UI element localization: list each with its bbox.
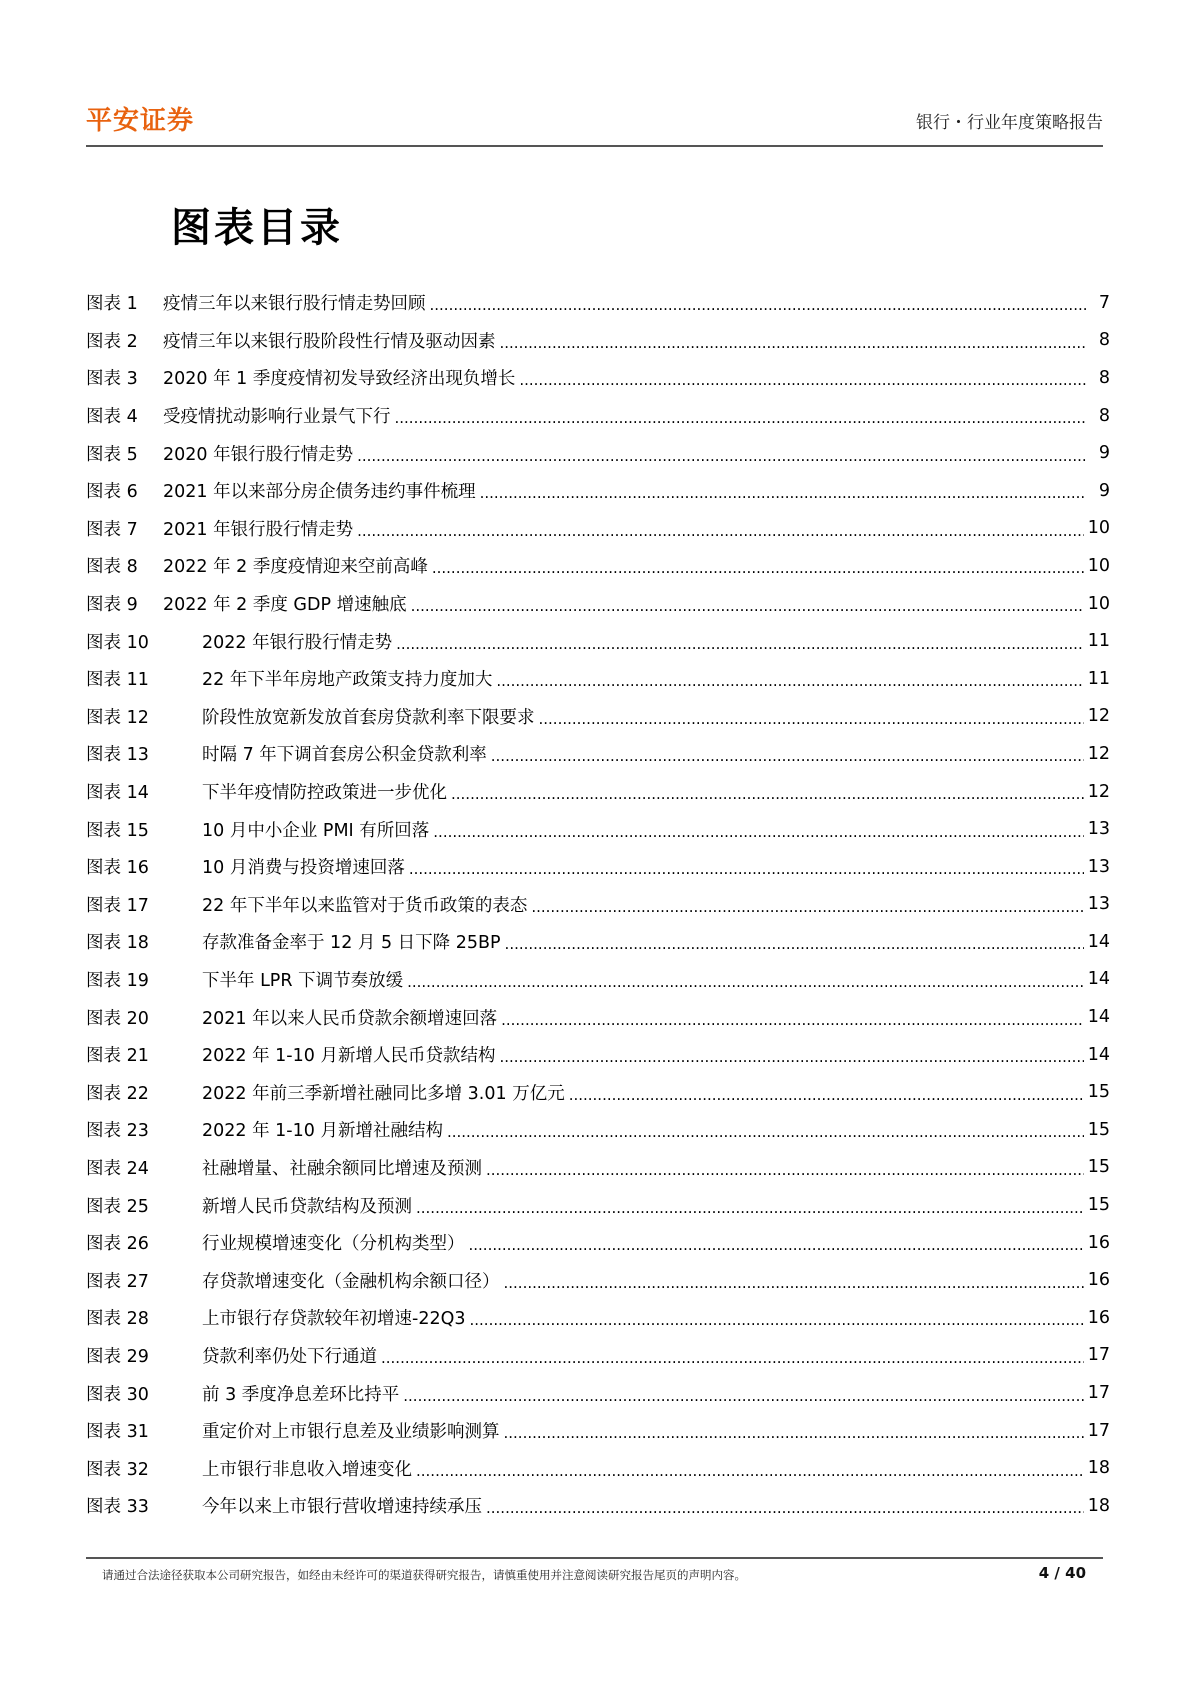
toc-entry[interactable] [86,1487,1110,1525]
toc-dot-leader [569,1088,1084,1103]
toc-dot-leader [470,1313,1084,1328]
toc-entry-label: 图表 29 [86,1346,149,1367]
toc-entry[interactable] [86,810,1110,848]
toc-entry-page[interactable]: 15 [1087,1119,1110,1140]
toc-entry-label: 图表 30 [86,1384,149,1405]
page-title: 图表目录 [171,205,343,251]
toc-entry-page[interactable]: 14 [1087,969,1110,990]
toc-entry-label: 图表 13 [86,745,149,766]
toc-entry-page[interactable]: 13 [1087,819,1110,840]
toc-entry[interactable] [86,1186,1110,1224]
toc-dot-leader [539,712,1084,727]
footer-divider [86,1557,1103,1559]
toc-entry[interactable] [86,998,1110,1036]
toc-entry-label: 图表 22 [86,1083,149,1104]
toc-list [86,284,1110,1525]
toc-entry-title[interactable]: 2021 年以来部分房企债务违约事件梳理 [163,482,476,503]
toc-entry-label: 图表 2 [86,331,138,352]
toc-entry-label: 图表 33 [86,1497,149,1518]
toc-dot-leader [480,486,1086,501]
toc-dot-leader [357,524,1084,539]
toc-entry-page[interactable]: 10 [1087,555,1110,576]
toc-entry-page[interactable]: 17 [1087,1383,1110,1404]
toc-entry-page[interactable]: 15 [1087,1082,1110,1103]
header-divider [86,145,1103,147]
toc-dot-leader [451,787,1084,802]
toc-entry-page[interactable]: 14 [1087,931,1110,952]
toc-dot-leader [505,937,1084,952]
toc-dot-leader [403,1389,1083,1404]
toc-entry-title[interactable]: 新增人民币贷款结构及预测 [202,1196,412,1217]
toc-entry-title[interactable]: 2022 年 2 季度 GDP 增速触底 [163,595,407,616]
toc-entry-label: 图表 8 [86,557,138,578]
toc-entry-title[interactable]: 疫情三年以来银行股行情走势回顾 [163,294,426,315]
toc-entry-label: 图表 4 [86,407,138,428]
toc-entry[interactable] [86,1261,1110,1299]
toc-entry-page[interactable]: 10 [1087,518,1110,539]
toc-entry-title[interactable]: 2021 年以来人民币贷款余额增速回落 [202,1008,498,1029]
toc-dot-leader [432,561,1084,576]
toc-dot-leader [500,336,1087,351]
toc-dot-leader [504,1426,1084,1441]
toc-dot-leader [407,975,1084,990]
toc-entry-page[interactable]: 9 [1098,443,1110,464]
toc-dot-leader [357,449,1086,464]
toc-entry-label: 图表 32 [86,1459,149,1480]
toc-dot-leader [411,599,1084,614]
toc-dot-leader [409,862,1084,877]
toc-entry-page[interactable]: 16 [1087,1307,1110,1328]
toc-entry-title[interactable]: 贷款利率仍处下行通道 [202,1346,377,1367]
toc-entry-title[interactable]: 2022 年前三季新增社融同比多增 3.01 万亿元 [202,1083,565,1104]
toc-entry-page[interactable]: 12 [1087,743,1110,764]
toc-entry[interactable] [86,284,1110,322]
toc-entry[interactable] [86,961,1110,999]
toc-entry[interactable] [86,397,1110,435]
toc-dot-leader [486,1163,1084,1178]
toc-entry-label: 图表 21 [86,1046,149,1067]
toc-entry-page[interactable]: 8 [1098,367,1110,388]
toc-entry[interactable] [86,735,1110,773]
toc-entry-title[interactable]: 重定价对上市银行息差及业绩影响测算 [202,1422,500,1443]
toc-entry-title[interactable]: 社融增量、社融余额同比增速及预测 [202,1158,482,1179]
toc-entry-label: 图表 1 [86,294,138,315]
toc-dot-leader [491,749,1084,764]
toc-entry[interactable] [86,1149,1110,1187]
toc-entry-label: 图表 9 [86,595,138,616]
toc-entry-page[interactable]: 15 [1087,1195,1110,1216]
toc-entry-label: 图表 12 [86,707,149,728]
toc-entry-label: 图表 27 [86,1271,149,1292]
toc-entry[interactable] [86,1111,1110,1149]
toc-entry-page[interactable]: 13 [1087,856,1110,877]
toc-entry-page[interactable]: 12 [1087,781,1110,802]
toc-entry[interactable] [86,1337,1110,1375]
toc-entry-page[interactable]: 8 [1098,330,1110,351]
toc-entry-title[interactable]: 22 年下半年以来监管对于货币政策的表态 [202,895,528,916]
toc-dot-leader [447,1125,1084,1140]
toc-entry-title[interactable]: 上市银行非息收入增速变化 [202,1459,412,1480]
toc-entry-label: 图表 23 [86,1121,149,1142]
toc-dot-leader [531,900,1083,915]
toc-entry[interactable] [86,359,1110,397]
toc-dot-leader [416,1464,1084,1479]
toc-entry-title[interactable]: 2021 年银行股行情走势 [163,519,354,540]
toc-dot-leader [501,1013,1084,1028]
toc-entry[interactable] [86,472,1110,510]
toc-entry[interactable] [86,848,1110,886]
toc-entry-page[interactable]: 13 [1087,894,1110,915]
toc-entry-page[interactable]: 17 [1087,1420,1110,1441]
toc-entry-title[interactable]: 存款准备金率于 12 月 5 日下降 25BP [202,933,501,954]
toc-dot-leader [486,1501,1084,1516]
toc-entry-label: 图表 24 [86,1158,149,1179]
toc-entry[interactable] [86,660,1110,698]
toc-entry-page[interactable]: 17 [1087,1345,1110,1366]
toc-entry-label: 图表 3 [86,369,138,390]
toc-entry-label: 图表 26 [86,1234,149,1255]
toc-dot-leader [504,1276,1084,1291]
toc-entry[interactable] [86,510,1110,548]
toc-entry-title[interactable]: 阶段性放宽新发放首套房贷款利率下限要求 [202,707,535,728]
toc-entry-page[interactable]: 15 [1087,1157,1110,1178]
toc-entry-label: 图表 19 [86,970,149,991]
toc-entry-label: 图表 17 [86,895,149,916]
toc-dot-leader [496,674,1083,689]
toc-entry-page[interactable]: 14 [1087,1007,1110,1028]
toc-entry[interactable] [86,434,1110,472]
toc-dot-leader [395,411,1087,426]
toc-entry-page[interactable]: 14 [1087,1044,1110,1065]
toc-entry-page[interactable]: 7 [1098,292,1110,313]
toc-entry-label: 图表 6 [86,482,138,503]
toc-entry-title[interactable]: 疫情三年以来银行股阶段性行情及驱动因素 [163,331,496,352]
toc-entry[interactable] [86,698,1110,736]
toc-entry-label: 图表 16 [86,858,149,879]
toc-dot-leader [381,1351,1084,1366]
toc-entry-label: 图表 15 [86,820,149,841]
toc-entry-page[interactable]: 8 [1098,405,1110,426]
toc-entry-page[interactable]: 16 [1087,1232,1110,1253]
toc-entry-label: 图表 20 [86,1008,149,1029]
toc-entry[interactable] [86,322,1110,360]
toc-entry-title[interactable]: 2022 年银行股行情走势 [202,632,393,653]
toc-entry[interactable] [86,1374,1110,1412]
toc-entry[interactable] [86,585,1110,623]
toc-entry[interactable] [86,1412,1110,1450]
toc-entry-title[interactable]: 2020 年银行股行情走势 [163,444,354,465]
report-type: 银行・行业年度策略报告 [916,113,1103,133]
toc-entry-label: 图表 10 [86,632,149,653]
toc-entry-title[interactable]: 今年以来上市银行营收增速持续承压 [202,1497,482,1518]
toc-entry[interactable] [86,1073,1110,1111]
toc-entry[interactable] [86,923,1110,961]
toc-entry-page[interactable]: 18 [1087,1458,1110,1479]
toc-dot-leader [430,298,1087,313]
toc-entry-label: 图表 25 [86,1196,149,1217]
toc-entry-title[interactable]: 时隔 7 年下调首套房公积金贷款利率 [202,745,487,766]
toc-entry-title[interactable]: 10 月中小企业 PMI 有所回落 [202,820,430,841]
brand-logo: 平安证券 [86,106,195,136]
toc-entry-title[interactable]: 2022 年 1-10 月新增社融结构 [202,1121,443,1142]
toc-entry-title[interactable]: 2020 年 1 季度疫情初发导致经济出现负增长 [163,369,516,390]
toc-entry-page[interactable]: 9 [1098,480,1110,501]
toc-entry-title[interactable]: 存贷款增速变化（金融机构余额口径） [202,1271,500,1292]
page-number: 4 / 40 [1038,1564,1086,1582]
toc-dot-leader [469,1238,1084,1253]
toc-entry[interactable] [86,1299,1110,1337]
toc-dot-leader [433,825,1083,840]
toc-entry-label: 图表 31 [86,1422,149,1443]
toc-entry-page[interactable]: 18 [1087,1495,1110,1516]
toc-entry[interactable] [86,622,1110,660]
toc-entry-title[interactable]: 受疫情扰动影响行业景气下行 [163,407,391,428]
toc-entry-title[interactable]: 2022 年 1-10 月新增人民币贷款结构 [202,1046,496,1067]
toc-entry-title[interactable]: 22 年下半年房地产政策支持力度加大 [202,670,493,691]
toc-entry-title[interactable]: 下半年 LPR 下调节奏放缓 [202,970,404,991]
toc-entry-title[interactable]: 10 月消费与投资增速回落 [202,858,405,879]
toc-entry[interactable] [86,1224,1110,1262]
toc-entry-page[interactable]: 16 [1087,1270,1110,1291]
toc-entry-label: 图表 18 [86,933,149,954]
toc-entry-title[interactable]: 行业规模增速变化（分机构类型） [202,1234,465,1255]
toc-entry-title[interactable]: 上市银行存贷款较年初增速-22Q3 [202,1309,466,1330]
toc-entry-page[interactable]: 10 [1087,593,1110,614]
toc-dot-leader [396,637,1084,652]
toc-entry-label: 图表 28 [86,1309,149,1330]
toc-entry-page[interactable]: 11 [1087,631,1110,652]
toc-entry-label: 图表 11 [86,670,149,691]
toc-entry[interactable] [86,886,1110,924]
toc-entry-label: 图表 7 [86,519,138,540]
toc-dot-leader [416,1201,1084,1216]
toc-entry[interactable] [86,773,1110,811]
toc-entry-title[interactable]: 2022 年 2 季度疫情迎来空前高峰 [163,557,428,578]
toc-entry[interactable] [86,1036,1110,1074]
toc-entry-title[interactable]: 下半年疫情防控政策进一步优化 [202,783,447,804]
toc-entry-title[interactable]: 前 3 季度净息差环比持平 [202,1384,400,1405]
toc-entry-page[interactable]: 12 [1087,706,1110,727]
toc-entry[interactable] [86,547,1110,585]
toc-entry-label: 图表 14 [86,783,149,804]
footer-disclaimer: 请通过合法途径获取本公司研究报告，如经由未经许可的渠道获得研究报告，请慎重使用并注意阅读研究报告尾页的声明内容。 [102,1568,746,1582]
toc-entry[interactable] [86,1449,1110,1487]
toc-dot-leader [499,1050,1083,1065]
toc-entry-page[interactable]: 11 [1087,668,1110,689]
toc-dot-leader [519,373,1086,388]
toc-entry-label: 图表 5 [86,444,138,465]
